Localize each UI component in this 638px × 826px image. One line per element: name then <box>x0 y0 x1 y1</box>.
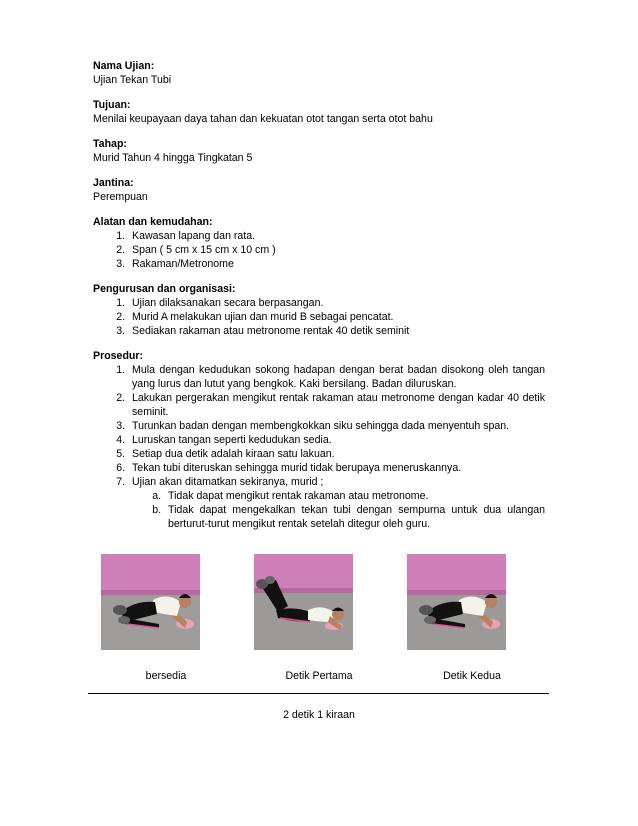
divider <box>88 693 549 694</box>
caption-bersedia: bersedia <box>145 670 187 682</box>
alatan-list <box>93 229 545 271</box>
alatan-section <box>93 215 545 271</box>
tahap-label: Tahap: <box>93 138 127 150</box>
caption-detik-pertama: Detik Pertama <box>285 670 353 682</box>
pengurusan-label: Pengurusan dan organisasi: <box>93 283 236 295</box>
photo-bersedia <box>101 554 200 650</box>
list-item: 3. Rakaman/Metronome <box>128 257 545 271</box>
footer-note: 2 detik 1 kiraan <box>283 709 355 721</box>
pengurusan-section <box>93 282 545 338</box>
nama-section <box>93 59 545 87</box>
alatan-label: Alatan dan kemudahan: <box>93 216 213 228</box>
tujuan-label: Tujuan: <box>93 99 131 111</box>
jantina-label: Jantina: <box>93 177 134 189</box>
photo-detik-pertama <box>254 554 353 650</box>
list-item: 1. Kawasan lapang dan rata. <box>128 229 545 243</box>
list-item: 2. Span ( 5 cm x 15 cm x 10 cm ) <box>128 243 545 257</box>
sublist-item: a. Tidak dapat mengikut rentak rakaman atau metronome. <box>164 489 545 503</box>
tujuan-section <box>93 98 545 126</box>
photo-detik-kedua <box>407 554 506 650</box>
list-item: 6. Tekan tubi diteruskan sehingga murid tidak berupaya meneruskannya. <box>128 461 545 475</box>
tahap-value: Murid Tahun 4 hingga Tingkatan 5 <box>93 152 253 164</box>
sublist-item: b. Tidak dapat mengekalkan tekan tubi dengan sempurna untuk dua ulangan berturut-turut mengikut rentak setelah ditegur oleh guru. <box>164 503 545 531</box>
list-item <box>128 475 545 531</box>
prosedur-list <box>93 363 545 531</box>
caption-detik-kedua: Detik Kedua <box>443 670 501 682</box>
prosedur-sublist <box>132 489 545 531</box>
tahap-section <box>93 137 545 165</box>
jantina-value: Perempuan <box>93 191 148 203</box>
list-item: 5. Setiap dua detik adalah kiraan satu lakuan. <box>128 447 545 461</box>
nama-value: Ujian Tekan Tubi <box>93 74 172 86</box>
jantina-section <box>93 176 545 204</box>
photo-row <box>0 554 638 650</box>
list-item: 2. Lakukan pergerakan mengikut rentak rakaman atau metronome dengan kadar 40 detik seminit. <box>128 391 545 419</box>
list-item: 2. Murid A melakukan ujian dan murid B sebagai pencatat. <box>128 310 545 324</box>
list-item-text: Ujian akan ditamatkan sekiranya, murid ; <box>132 476 324 488</box>
document-body <box>93 59 545 542</box>
nama-label: Nama Ujian: <box>93 60 155 72</box>
tujuan-value: Menilai keupayaan daya tahan dan kekuatan otot tangan serta otot bahu <box>93 113 433 125</box>
list-item: 3. Sediakan rakaman atau metronome rentak 40 detik seminit <box>128 324 545 338</box>
list-item: 4. Luruskan tangan seperti kedudukan sedia. <box>128 433 545 447</box>
prosedur-label: Prosedur: <box>93 350 144 362</box>
list-item: 1. Mula dengan kedudukan sokong hadapan dengan berat badan disokong oleh tangan yang lurus dan lutut yang bengkok. Kaki bersilang. Badan diluruskan. <box>128 363 545 391</box>
pengurusan-list <box>93 296 545 338</box>
list-item: 3. Turunkan badan dengan membengkokkan siku sehingga dada menyentuh span. <box>128 419 545 433</box>
prosedur-section <box>93 349 545 531</box>
list-item: 1. Ujian dilaksanakan secara berpasangan. <box>128 296 545 310</box>
